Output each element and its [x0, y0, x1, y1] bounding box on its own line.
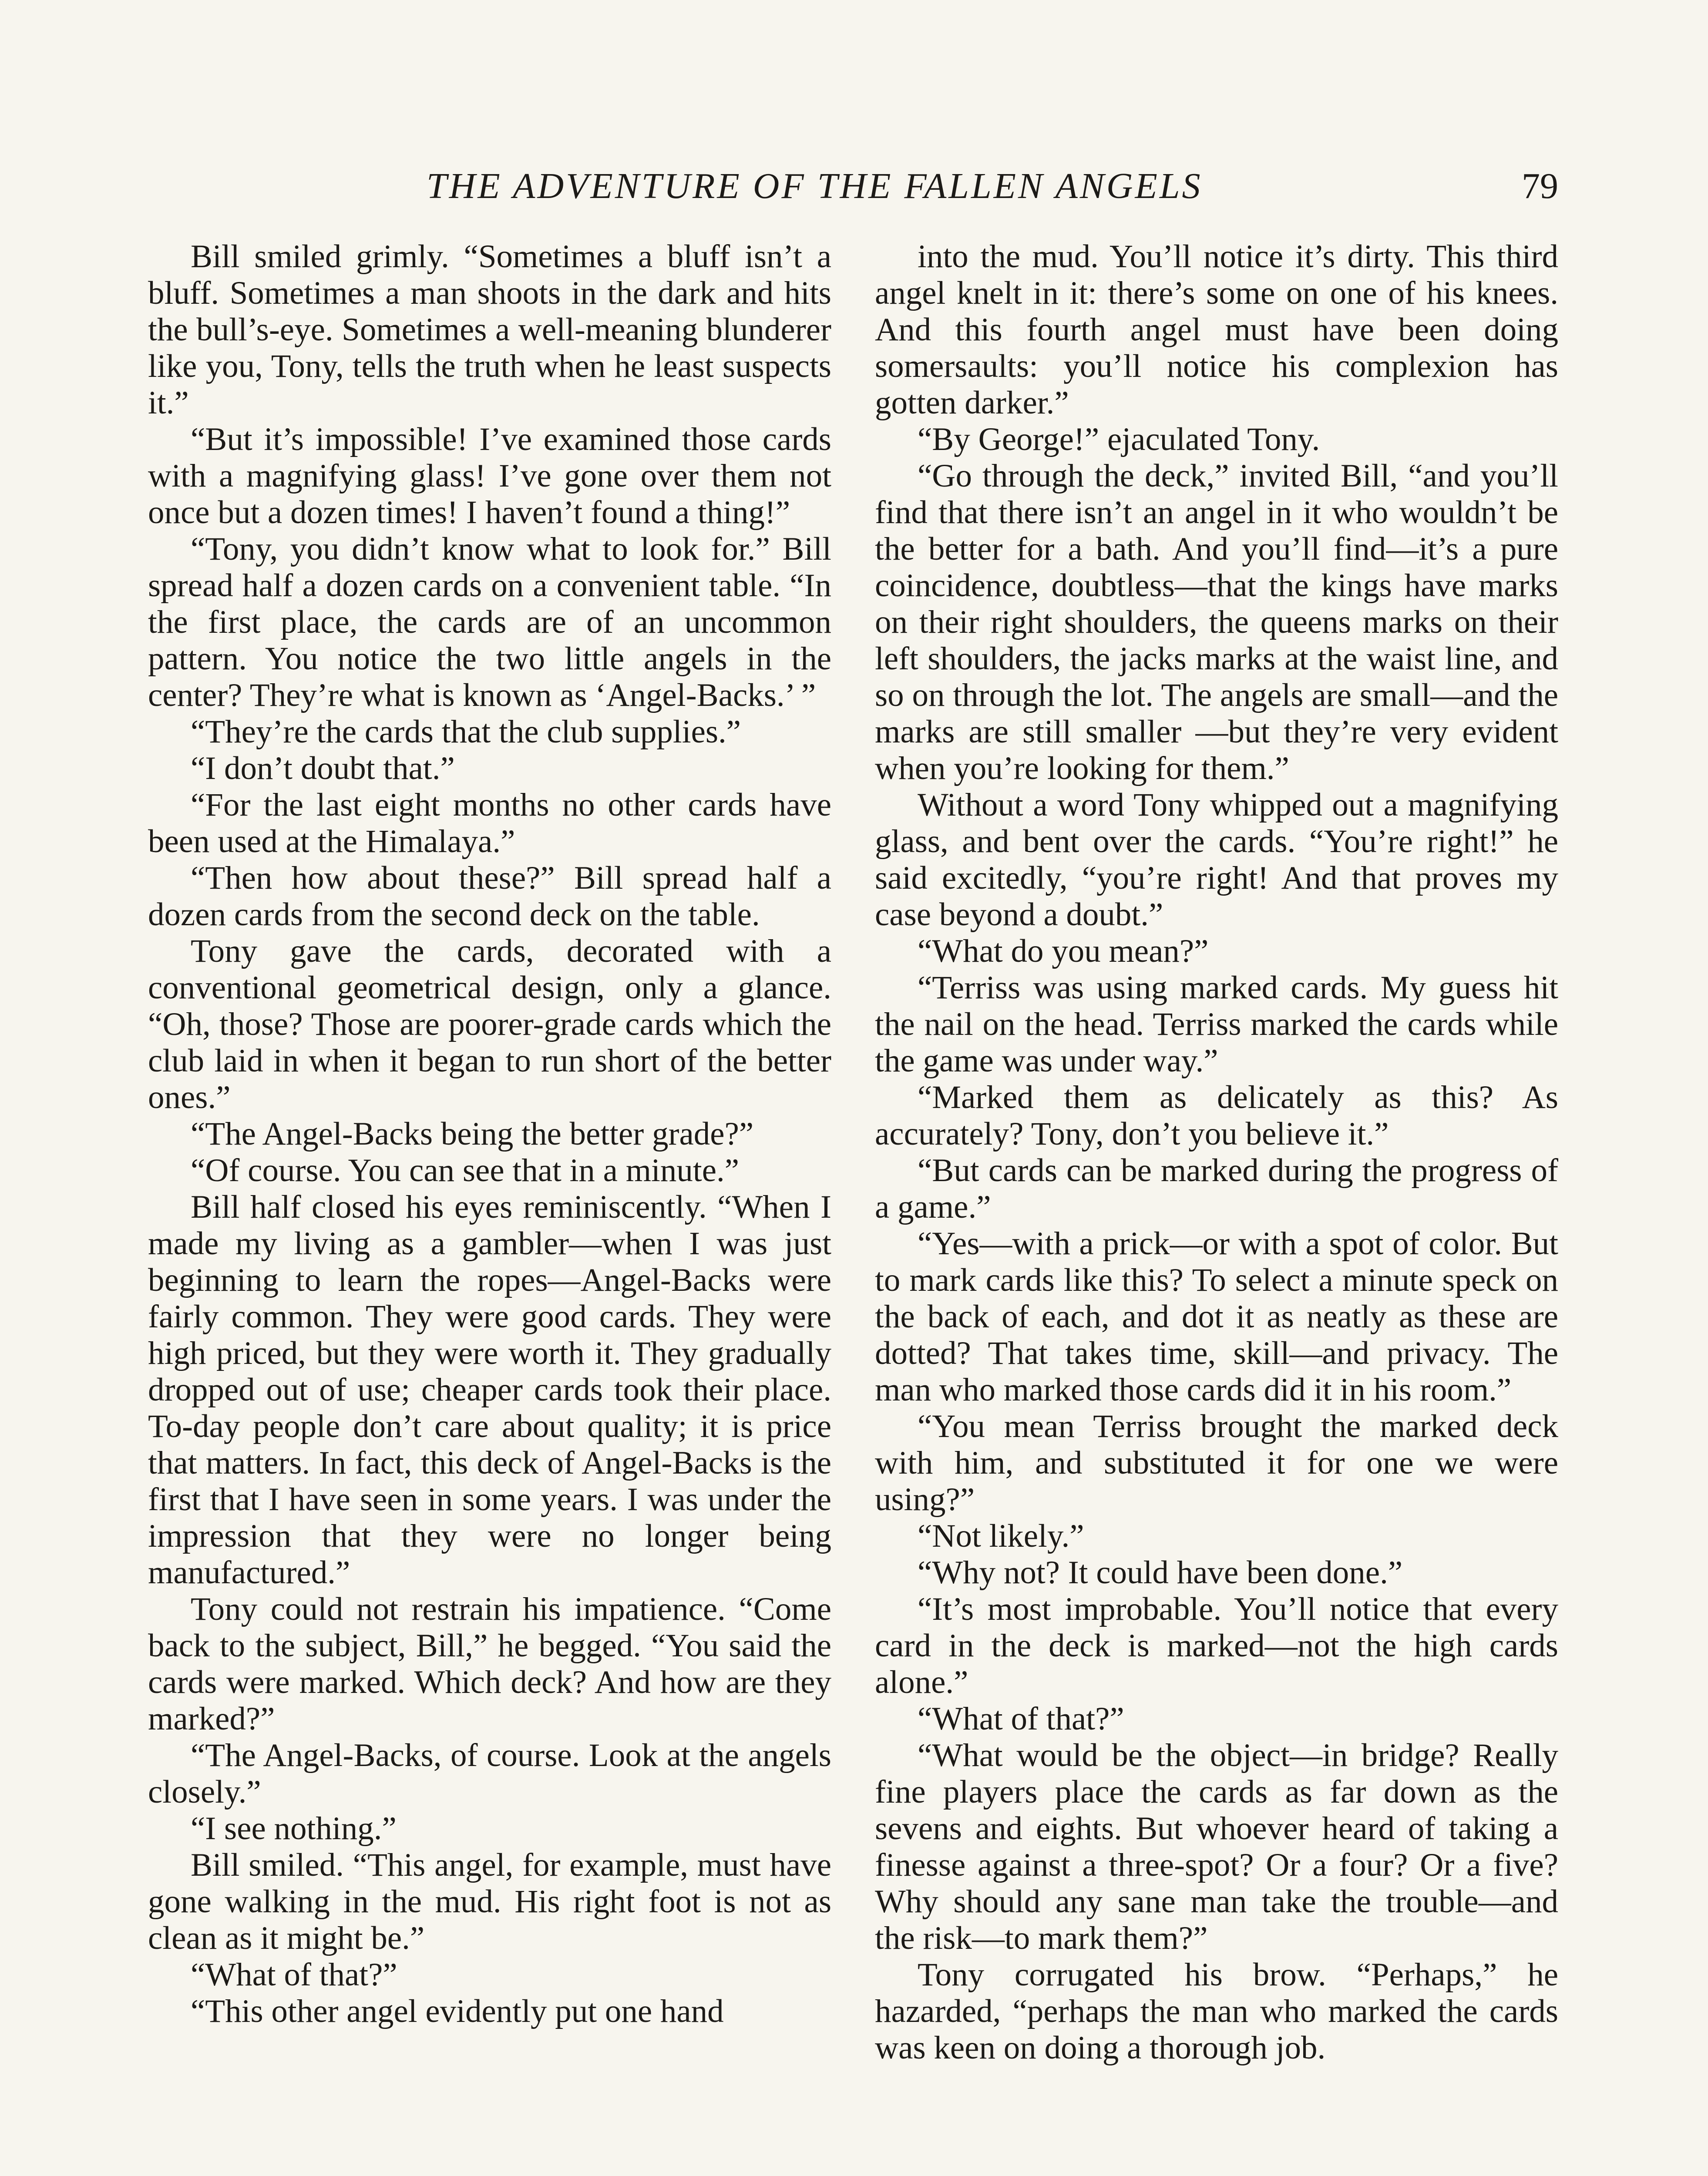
- paragraph: Bill smiled. “This angel, for example, must have gone walking in the mud. His right foot is not as clean as it might be.”: [148, 1847, 831, 1956]
- text-column-right: [875, 238, 1558, 2066]
- paragraph: “What would be the object—in bridge? Really fine players place the cards as far down as the sevens and eights. But whoever heard of taking a finesse against a three-spot? Or a four? Or a five? Why should any sane man take the trouble—and the risk—to mark them?”: [875, 1737, 1558, 1956]
- paragraph: Tony could not restrain his impatience. “Come back to the subject, Bill,” he begged. “You said the cards were marked. Which deck? And how are they marked?”: [148, 1591, 831, 1737]
- paragraph: “Marked them as delicately as this? As accurately? Tony, don’t you believe it.”: [875, 1079, 1558, 1152]
- paragraph: “But cards can be marked during the progress of a game.”: [875, 1152, 1558, 1225]
- paragraph: Without a word Tony whipped out a magnifying glass, and bent over the cards. “You’re right!” he said excitedly, “you’re right! And that proves my case beyond a doubt.”: [875, 787, 1558, 933]
- paragraph: Bill smiled grimly. “Sometimes a bluff isn’t a bluff. Sometimes a man shoots in the dark and hits the bull’s-eye. Sometimes a well-meaning blunderer like you, Tony, tells the truth when he least suspects it.”: [148, 238, 831, 421]
- paragraph: “Of course. You can see that in a minute.”: [191, 1152, 740, 1189]
- running-title: THE ADVENTURE OF THE FALLEN ANGELS: [427, 166, 1203, 206]
- paragraph: Bill half closed his eyes reminiscently. “When I made my living as a gambler—when I was just beginning to learn the ropes—Angel-Backs were fairly common. They were good cards. They were high priced, but they were worth it. They gradually dropped out of use; cheaper cards took their place. To-day people don’t care about quality; it is price that matters. In fact, this deck of Angel-Backs is the first that I have seen in some years. I was under the impression that they were no longer being manufactured.”: [148, 1189, 831, 1591]
- text-column-left: [148, 238, 831, 2030]
- paragraph: “I see nothing.”: [191, 1810, 397, 1847]
- paragraph: “What of that?”: [191, 1957, 397, 1993]
- paragraph: Tony corrugated his brow. “Perhaps,” he hazarded, “perhaps the man who marked the cards was keen on doing a thorough job.: [875, 1957, 1558, 2066]
- paragraph: “The Angel-Backs being the better grade?”: [191, 1116, 754, 1152]
- paragraph: “Not likely.”: [918, 1518, 1084, 1554]
- paragraph: “I don’t doubt that.”: [191, 750, 455, 786]
- paragraph: “The Angel-Backs, of course. Look at the angels closely.”: [148, 1737, 831, 1810]
- paragraph: “Tony, you didn’t know what to look for.” Bill spread half a dozen cards on a convenient table. “In the first place, the cards are of an uncommon pattern. You notice the two little angels in the center? They’re what is known as ‘Angel-Backs.’ ”: [148, 531, 831, 713]
- paragraph: “Then how about these?” Bill spread half a dozen cards from the second deck on the table.: [148, 860, 831, 933]
- paragraph: “For the last eight months no other cards have been used at the Himalaya.”: [148, 787, 831, 860]
- paragraph: “By George!” ejaculated Tony.: [918, 421, 1320, 457]
- paragraph: Tony gave the cards, decorated with a conventional geometrical design, only a glance. “Oh, those? Those are poorer-grade cards which the club laid in when it began to run short of the better ones.”: [148, 933, 831, 1115]
- running-head: [148, 160, 1558, 212]
- paragraph: “What of that?”: [918, 1701, 1124, 1737]
- paragraph: “Terriss was using marked cards. My guess hit the nail on the head. Terriss marked the cards while the game was under way.”: [875, 970, 1558, 1079]
- paragraph: “You mean Terriss brought the marked deck with him, and substituted it for one we were using?”: [875, 1408, 1558, 1518]
- paragraph: “Go through the deck,” invited Bill, “and you’ll find that there isn’t an angel in it who wouldn’t be the better for a bath. And you’ll find—it’s a pure coincidence, doubtless—that the kings have marks on their right shoulders, the queens marks on their left shoulders, the jacks marks at the waist line, and so on through the lot. The angels are small—and the marks are still smaller —but they’re very evident when you’re looking for them.”: [875, 458, 1558, 786]
- paragraph: “Yes—with a prick—or with a spot of color. But to mark cards like this? To select a minute speck on the back of each, and dot it as neatly as these are dotted? That takes time, skill—and privacy. The man who marked those cards did it in his room.”: [875, 1226, 1558, 1408]
- paragraph: “But it’s impossible! I’ve examined those cards with a magnifying glass! I’ve gone over them not once but a dozen times! I haven’t found a thing!”: [148, 421, 831, 531]
- paragraph: “This other angel evidently put one hand: [191, 1993, 724, 2029]
- paragraph: “What do you mean?”: [918, 933, 1209, 969]
- paragraph: “They’re the cards that the club supplies.”: [191, 714, 741, 750]
- page-number: 79: [1522, 166, 1558, 206]
- paragraph: into the mud. You’ll notice it’s dirty. This third angel knelt in it: there’s some on one of his knees. And this fourth angel must have been doing somersaults: you’ll notice his complexion has gotten darker.”: [875, 238, 1558, 421]
- paragraph: “Why not? It could have been done.”: [918, 1555, 1403, 1591]
- paragraph: “It’s most improbable. You’ll notice that every card in the deck is marked—not the high cards alone.”: [875, 1591, 1558, 1700]
